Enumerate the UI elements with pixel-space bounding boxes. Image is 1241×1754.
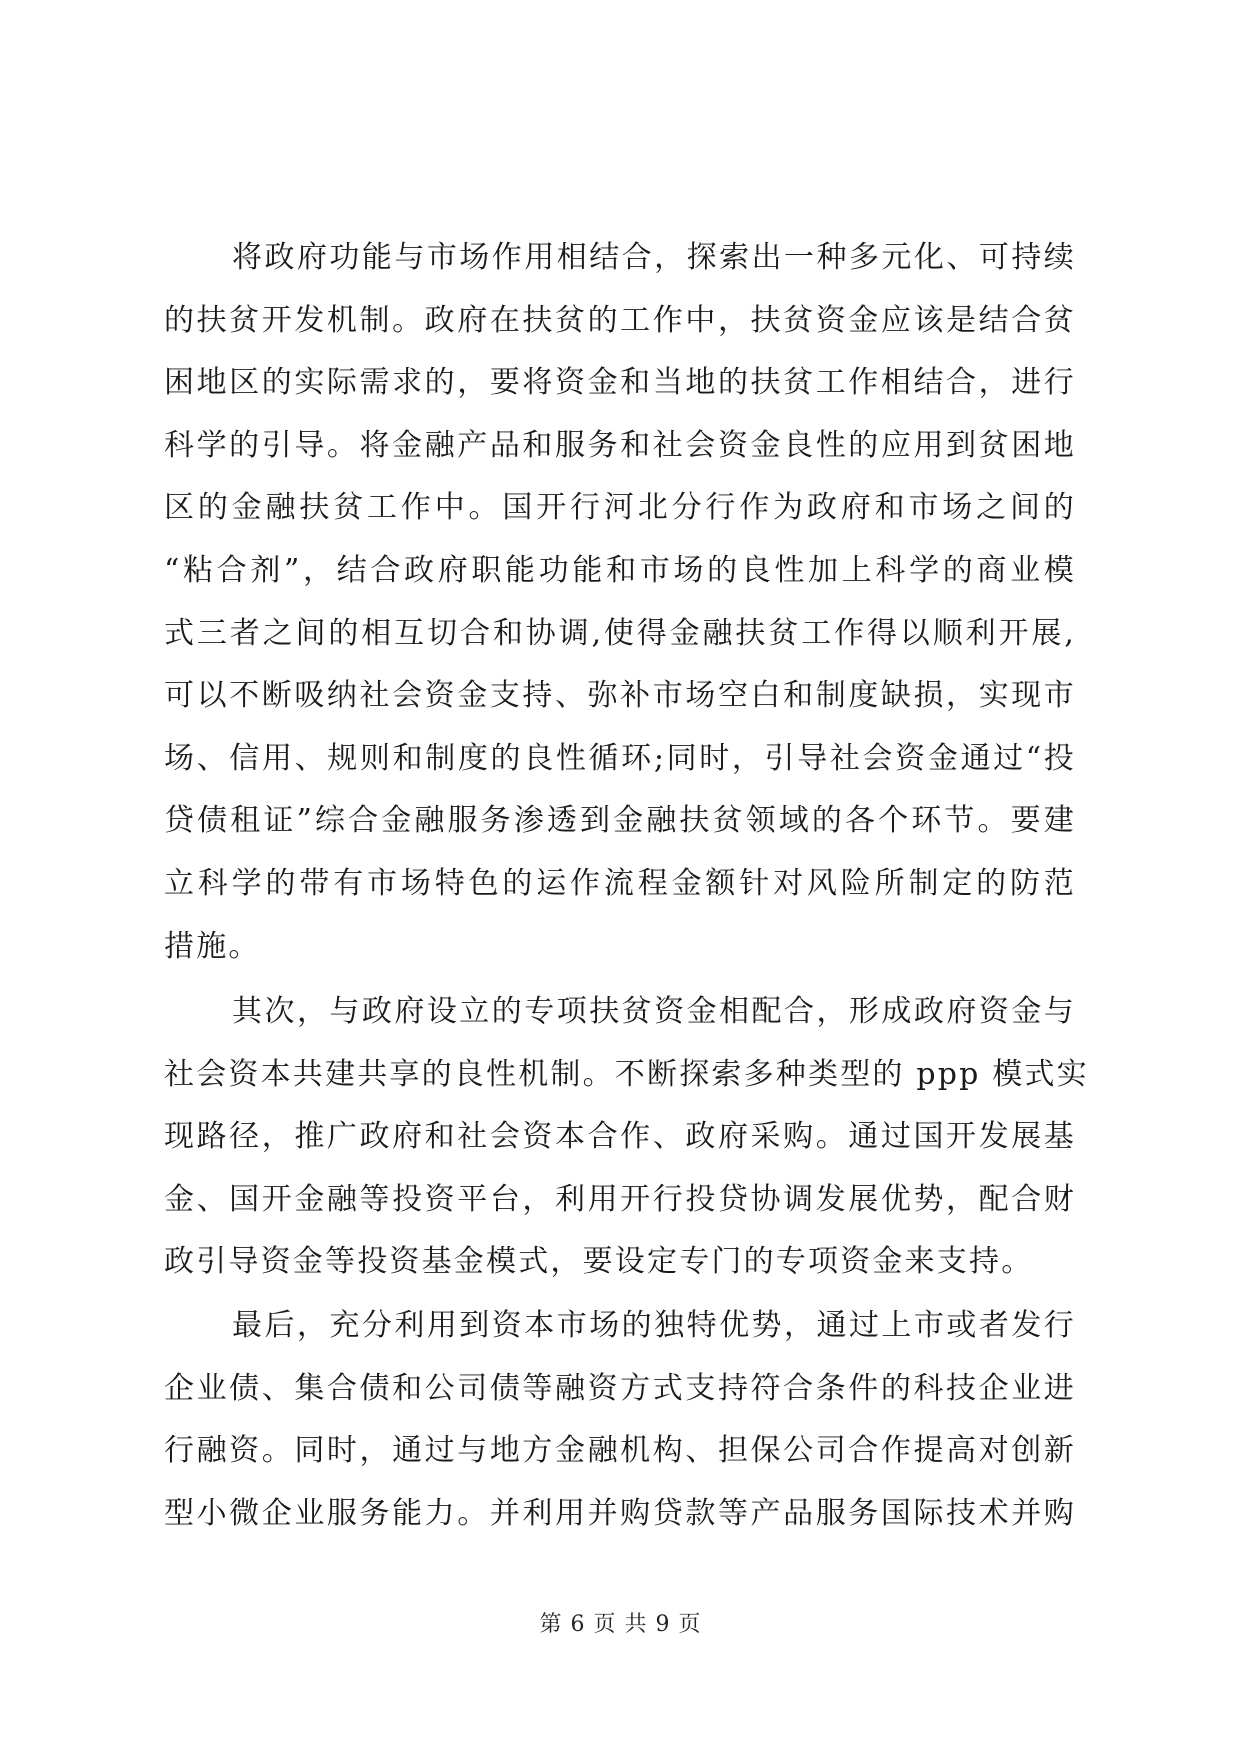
text-line: 式三者之间的相互切合和协调,使得金融扶贫工作得以顺利开展, (164, 615, 1076, 651)
page-number-footer: 第 6 页 共 9 页 (539, 1612, 702, 1637)
text-line: 政引导资金等投资基金模式，要设定专门的专项资金来支持。 (164, 1244, 1034, 1280)
text-line: 的扶贫开发机制。政府在扶贫的工作中，扶贫资金应该是结合贫 (164, 302, 1076, 338)
text-line: 将政府功能与市场作用相结合，探索出一种多元化、可持续 (232, 240, 1076, 275)
text-line: 最后，充分利用到资本市场的独特优势，通过上市或者发行 (232, 1308, 1076, 1343)
paragraph-1 (164, 227, 1076, 978)
paragraph-2 (164, 981, 1089, 1294)
text-line: 型小微企业服务能力。并利用并购贷款等产品服务国际技术并购 (164, 1495, 1076, 1531)
text-line: 贷债租证”综合金融服务渗透到金融扶贫领域的各个环节。要建 (164, 803, 1076, 839)
text-line: 立科学的带有市场特色的运作流程金额针对风险所制定的防范 (164, 865, 1076, 901)
text-line: 科学的引导。将金融产品和服务和社会资金良性的应用到贫困地 (164, 427, 1076, 463)
text-line: 其次，与政府设立的专项扶贫资金相配合，形成政府资金与 (232, 994, 1076, 1029)
text-line: 现路径，推广政府和社会资本合作、政府采购。通过国开发展基 (164, 1119, 1076, 1155)
text-line: “粘合剂”，结合政府职能功能和市场的良性加上科学的商业模 (164, 552, 1076, 588)
paragraph-3 (164, 1295, 1076, 1545)
text-line: 金、国开金融等投资平台，利用开行投贷协调发展优势，配合财 (164, 1181, 1076, 1217)
text-line: 可以不断吸纳社会资金支持、弥补市场空白和制度缺损，实现市 (164, 678, 1076, 714)
text-line: 行融资。同时，通过与地方金融机构、担保公司合作提高对创新 (164, 1433, 1076, 1469)
text-line: 区的金融扶贫工作中。国开行河北分行作为政府和市场之间的 (164, 490, 1076, 526)
text-line: 社会资本共建共享的良性机制。不断探索多种类型的 ppp 模式实 (164, 1056, 1089, 1092)
text-line: 措施。 (164, 928, 261, 964)
text-line: 困地区的实际需求的，要将资金和当地的扶贫工作相结合，进行 (164, 365, 1076, 401)
text-line: 企业债、集合债和公司债等融资方式支持符合条件的科技企业进 (164, 1370, 1076, 1406)
text-line: 场、信用、规则和制度的良性循环;同时，引导社会资金通过“投 (164, 740, 1076, 776)
